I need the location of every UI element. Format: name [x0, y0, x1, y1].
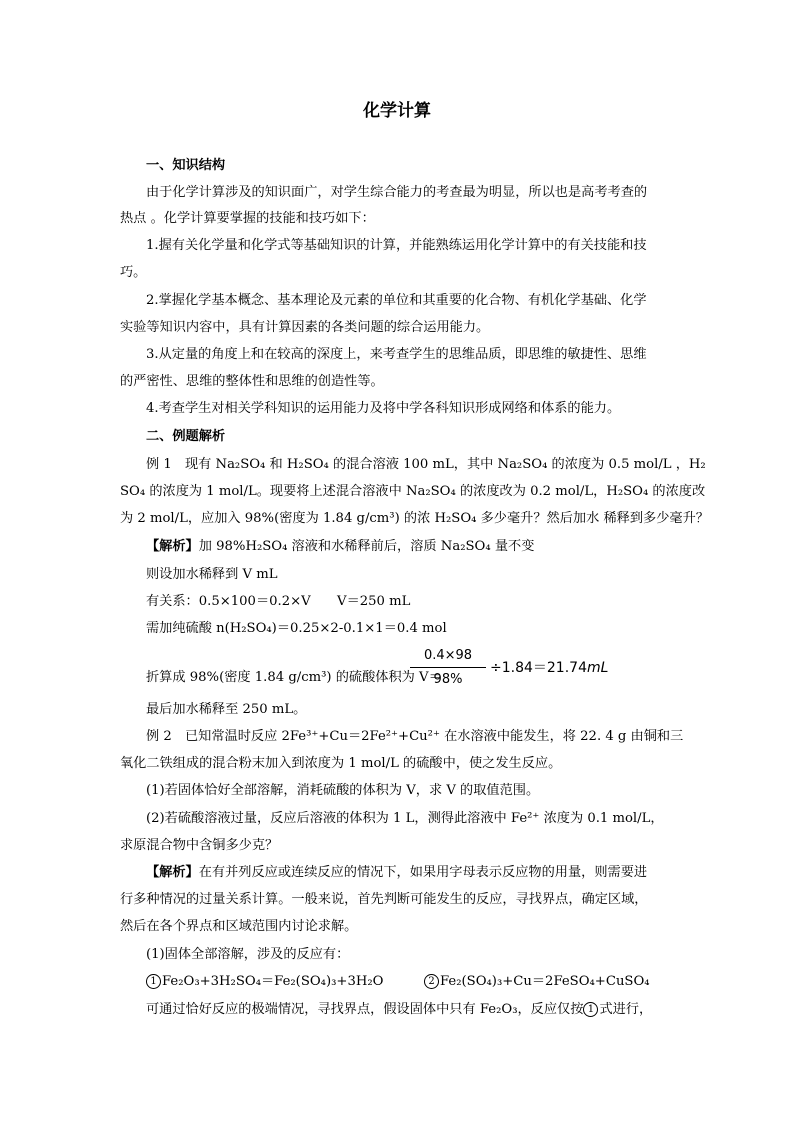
analysis-label-2: 【解析】 — [146, 865, 199, 880]
item-2-line-1: 2.掌握化学基本概念、基本理论及元素的单位和其重要的化合物、有机化学基础、化学 — [146, 293, 647, 308]
item-3-line-2: 的严密性、思维的整体性和思维的创造性等。 — [120, 374, 384, 389]
fraction-denominator: 98% — [433, 672, 463, 687]
analysis-1-line-1 — [146, 537, 534, 557]
analysis-1-line-3: 有关系：0.5×100＝0.2×V V＝250 mL — [146, 594, 411, 609]
example-2-question-1: (1)若固体恰好全部溶解，消耗硫酸的体积为 V，求 V 的取值范围。 — [146, 783, 540, 798]
intro-line-1: 由于化学计算涉及的知识面广，对学生综合能力的考查最为明显，所以也是高考考查的 — [146, 185, 648, 200]
example-2-line-2: 氧化二铁组成的混合粉末加入到浓度为 1 mol/L 的硫酸中，使之发生反应。 — [120, 756, 562, 771]
analysis-label: 【解析】 — [146, 539, 199, 554]
formula-result-value: ÷1.84＝21.74 — [490, 660, 587, 676]
example-2-line-1: 例 2 已知常温时反应 2Fe³⁺+Cu＝2Fe²⁺+Cu²⁺ 在水溶液中能发生，将 22. 4 g 由铜和三 — [146, 729, 684, 744]
analysis-2-line-5 — [146, 1000, 652, 1020]
analysis-1-line-4: 需加纯硫酸 n(H₂SO₄)＝0.25×2-0.1×1＝0.4 mol — [146, 621, 447, 636]
analysis-1-line-6: 最后加水稀释至 250 mL。 — [146, 702, 307, 717]
reaction-2 — [424, 972, 650, 992]
analysis-2-line-2: 行多种情况的过量关系计算。一般来说，首先判断可能发生的反应，寻找界点，确定区域， — [120, 892, 648, 907]
analysis-2-line-4: (1)固体全部溶解，涉及的反应有： — [146, 947, 350, 962]
item-3-line-1: 3.从定量的角度上和在较高的深度上，来考查学生的思维品质，即思维的敏捷性、思维 — [146, 347, 647, 362]
formula-result — [490, 657, 608, 677]
analysis-2-line-3: 然后在各个界点和区域范围内讨论求解。 — [120, 919, 358, 934]
intro-line-2: 热点 。化学计算要掌握的技能和技巧如下： — [120, 211, 375, 226]
fraction — [410, 648, 486, 687]
example-1-line-1: 例 1 现有 Na₂SO₄ 和 H₂SO₄ 的混合溶液 100 mL，其中 Na₂SO₄ 的浓度为 0.5 mol/L ，H₂ — [146, 457, 706, 472]
analysis-1-line-2: 则设加水稀释到 V mL — [146, 567, 278, 582]
circled-number-3: 1 — [583, 1002, 598, 1017]
page-title: 化学计算 — [363, 101, 431, 121]
reaction-1 — [146, 972, 383, 992]
analysis-2-line-5-a: 可通过恰好反应的极端情况，寻找界点，假设固体中只有 Fe₂O₃，反应仅按 — [146, 1002, 584, 1017]
circled-number-1: 1 — [146, 974, 161, 989]
item-1-line-2: 巧。 — [120, 265, 147, 280]
analysis-1-line-5: 折算成 98%(密度 1.84 g/cm³) 的硫酸体积为 V＝ — [146, 670, 442, 685]
formula-result-unit: mL — [586, 660, 609, 676]
analysis-2-line-1 — [146, 863, 647, 883]
item-2-line-2: 实验等知识内容中，具有计算因素的各类问题的综合运用能力。 — [120, 320, 490, 335]
analysis-2-text: 在有并列反应或连续反应的情况下，如果用字母表示反应物的用量，则需要进 — [198, 865, 648, 880]
analysis-1-text: 加 98%H₂SO₄ 溶液和水稀释前后，溶质 Na₂SO₄ 量不变 — [198, 539, 535, 554]
example-1-line-2: SO₄ 的浓度为 1 mol/L。现要将上述混合溶液中 Na₂SO₄ 的浓度改为 0.2 mol/L，H₂SO₄ 的浓度改 — [120, 484, 706, 499]
fraction-numerator: 0.4×98 — [423, 648, 473, 663]
example-1-line-3: 为 2 mol/L，应加入 98%(密度为 1.84 g/cm³) 的浓 H₂SO₄ 多少毫升？然后加水 稀释到多少毫升？ — [120, 511, 709, 526]
item-1-line-1: 1.握有关化学量和化学式等基础知识的计算，并能熟练运用化学计算中的有关技能和技 — [146, 238, 647, 253]
example-2-question-2-line-2: 求原混合物中含铜多少克？ — [120, 838, 279, 853]
item-4: 4.考查学生对相关学科知识的运用能力及将中学各科知识形成网络和体系的能力。 — [146, 401, 621, 416]
section-heading-knowledge: 一、知识结构 — [146, 158, 226, 173]
example-2-question-2-line-1: (2)若硫酸溶液过量，反应后溶液的体积为 1 L，测得此溶液中 Fe²⁺ 浓度为 0.1 mol/L， — [146, 811, 664, 826]
analysis-2-line-5-b: 式进行， — [599, 1002, 653, 1017]
reaction-2-equation: Fe₂(SO₄)₃+Cu＝2FeSO₄+CuSO₄ — [440, 974, 650, 989]
reaction-1-equation: Fe₂O₃+3H₂SO₄＝Fe₂(SO₄)₃+3H₂O — [162, 974, 384, 989]
circled-number-2: 2 — [424, 974, 439, 989]
section-heading-examples: 二、例题解析 — [146, 429, 226, 444]
